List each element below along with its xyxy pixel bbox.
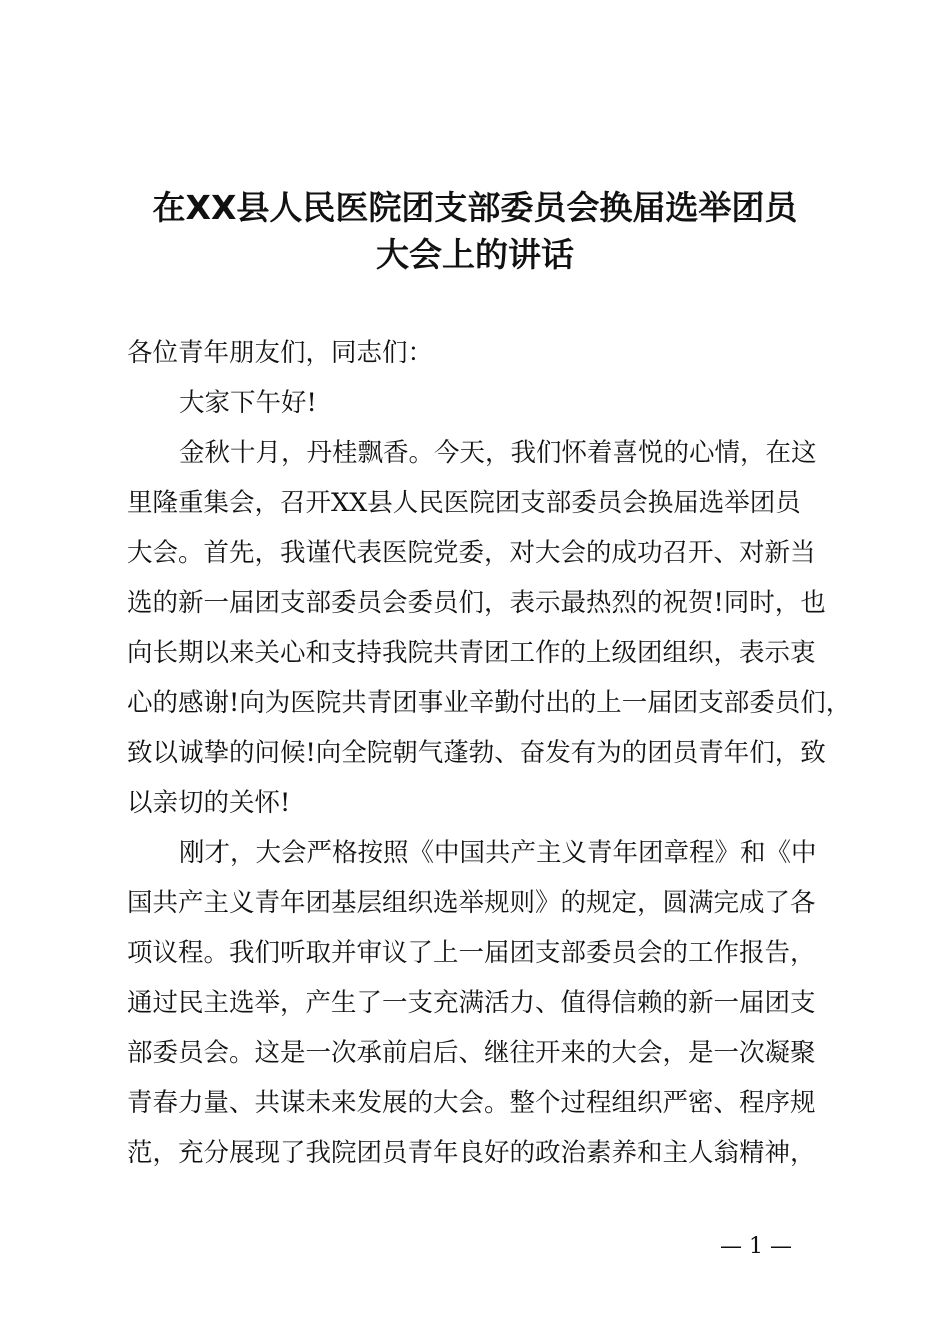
paragraph-line: 金秋十月，丹桂飘香。今天，我们怀着喜悦的心情，在这 xyxy=(179,438,817,468)
paragraph-line: 选的新一届团支部委员会委员们，表示最热烈的祝贺!同时，也 xyxy=(127,588,826,618)
page-number: — 1 — xyxy=(720,1234,792,1259)
paragraph-line: 通过民主选举，产生了一支充满活力、值得信赖的新一届团支 xyxy=(127,988,816,1018)
paragraph-line: 刚才，大会严格按照《中国共产主义青年团章程》和《中 xyxy=(179,838,817,868)
paragraph xyxy=(127,428,852,828)
salutation: 各位青年朋友们，同志们： xyxy=(127,338,434,368)
title-line: 大会上的讲话 xyxy=(376,235,574,274)
document-body xyxy=(127,328,852,1178)
paragraph-line: 项议程。我们听取并审议了上一届团支部委员会的工作报告， xyxy=(127,938,816,968)
paragraph-line: 里隆重集会，召开XX县人民医院团支部委员会换届选举团员 xyxy=(127,488,801,518)
paragraphs xyxy=(127,428,852,1178)
paragraph xyxy=(127,828,837,1178)
document-title xyxy=(0,184,950,278)
paragraph-line: 范，充分展现了我院团员青年良好的政治素养和主人翁精神， xyxy=(127,1138,816,1168)
greeting: 大家下午好! xyxy=(179,388,317,418)
paragraph-line: 致以诚挚的问候!向全院朝气蓬勃、奋发有为的团员青年们，致 xyxy=(127,738,826,768)
paragraph-line: 国共产主义青年团基层组织选举规则》的规定，圆满完成了各 xyxy=(127,888,816,918)
paragraph-line: 青春力量、共谋未来发展的大会。整个过程组织严密、程序规 xyxy=(127,1088,816,1118)
paragraph-line: 部委员会。这是一次承前启后、继往开来的大会，是一次凝聚 xyxy=(127,1038,816,1068)
paragraph-line: 心的感谢!向为医院共青团事业辛勤付出的上一届团支部委员们， xyxy=(127,688,852,718)
title-line: 在XX县人民医院团支部委员会换届选举团员 xyxy=(152,188,798,227)
paragraph-line: 向长期以来关心和支持我院共青团工作的上级团组织，表示衷 xyxy=(127,638,816,668)
paragraph-line: 大会。首先，我谨代表医院党委，对大会的成功召开、对新当 xyxy=(127,538,816,568)
paragraph-line: 以亲切的关怀! xyxy=(127,788,291,818)
